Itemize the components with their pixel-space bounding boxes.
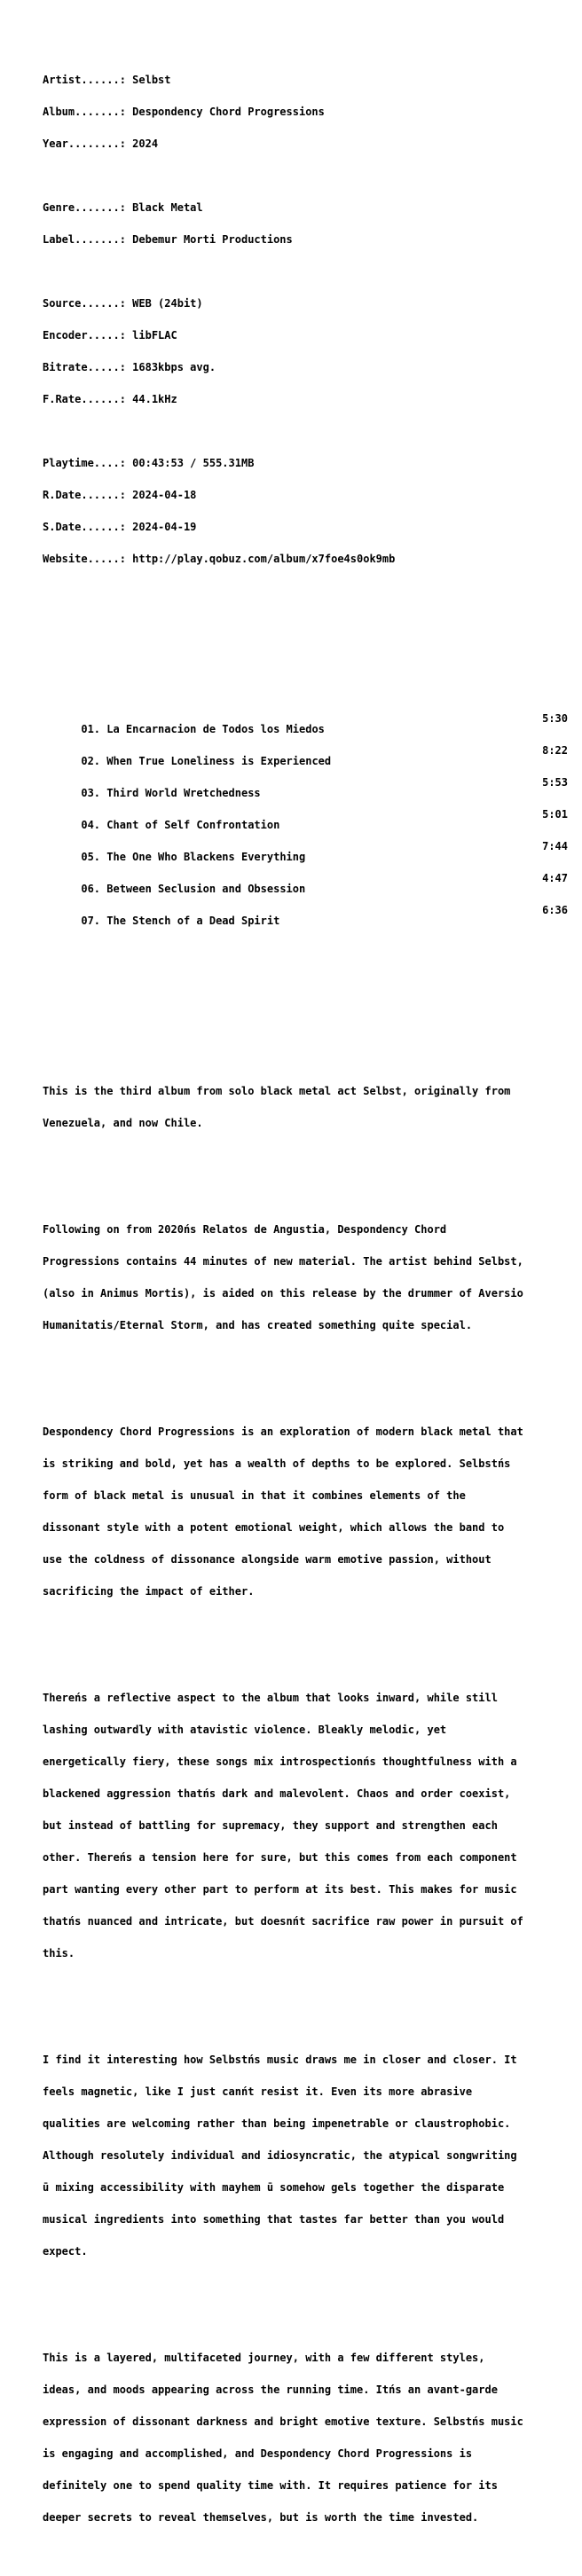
- review-line: deeper secrets to reveal themselves, but is worth the time invested.: [43, 2511, 479, 2524]
- year-line: Year........: 2024: [43, 137, 159, 150]
- review-paragraph: [43, 2331, 582, 2544]
- review-line: expect.: [43, 2245, 88, 2258]
- frate-line: F.Rate......: 44.1kHz: [43, 393, 177, 405]
- nfo-document: [43, 32, 582, 2576]
- genre-line: Genre.......: Black Metal: [43, 201, 203, 214]
- track-title: 02. When True Loneliness is Experienced: [81, 755, 332, 767]
- track-duration: 5:53: [542, 776, 568, 789]
- review-line: thatńs nuanced and intricate, but doesnńt sacrifice raw power in pursuit of: [43, 1915, 523, 1928]
- review-line: This is a layered, multifaceted journey, with a few different styles,: [43, 2352, 485, 2364]
- track-row: [43, 904, 568, 927]
- album-line: Album.......: Despondency Chord Progressions: [43, 106, 325, 118]
- review-line: Thereńs a reflective aspect to the album that looks inward, while still: [43, 1692, 498, 1704]
- review-line: blackened aggression thatńs dark and malevolent. Chaos and order coexist,: [43, 1787, 511, 1800]
- track-title: 03. Third World Wretchedness: [81, 787, 261, 799]
- track-duration: 4:47: [542, 872, 568, 884]
- review-line: ū mixing accessibility with mayhem ū somehow gels together the disparate: [43, 2181, 505, 2194]
- review-paragraph: [43, 1671, 582, 1980]
- track-duration: 8:22: [542, 744, 568, 757]
- tracklist: [43, 692, 582, 937]
- review-line: Although resolutely individual and idiosyncratic, the atypical songwriting: [43, 2149, 517, 2162]
- review-line: definitely one to spend quality time with. It requires patience for its: [43, 2479, 498, 2492]
- review-line: is engaging and accomplished, and Despondency Chord Progressions is: [43, 2447, 473, 2460]
- track-title: 06. Between Seclusion and Obsession: [81, 883, 306, 895]
- review-line: musical ingredients into something that tastes far better than you would: [43, 2213, 505, 2226]
- label-line: Label.......: Debemur Morti Productions: [43, 233, 293, 246]
- review-line: energetically fiery, these songs mix introspectionńs thoughtfulness with a: [43, 1755, 517, 1768]
- track-title: 01. La Encarnacion de Todos los Miedos: [81, 723, 325, 735]
- review-line: (also in Animus Mortis), is aided on this release by the drummer of Aversio: [43, 1287, 523, 1300]
- encoder-line: Encoder.....: libFLAC: [43, 329, 177, 342]
- review-line: expression of dissonant darkness and bright emotive texture. Selbstńs music: [43, 2415, 523, 2428]
- review-line: This is the third album from solo black metal act Selbst, originally from: [43, 1085, 511, 1097]
- website-line: Website.....: http://play.qobuz.com/album/x7foe4s0ok9mb: [43, 553, 396, 565]
- review-line: qualities are welcoming rather than being impenetrable or claustrophobic.: [43, 2117, 511, 2130]
- review-line: Despondency Chord Progressions is an exploration of modern black metal that: [43, 1425, 523, 1438]
- track-title: 07. The Stench of a Dead Spirit: [81, 915, 280, 927]
- review-line: other. Thereńs a tension here for sure, but this comes from each component: [43, 1851, 517, 1864]
- review-paragraph: [43, 1405, 582, 1618]
- review-line: sacrificing the impact of either.: [43, 1585, 255, 1598]
- review-line: is striking and bold, yet has a wealth of depths to be explored. Selbstńs: [43, 1457, 511, 1470]
- review-text: [43, 1043, 582, 2565]
- review-line: but instead of battling for supremacy, they support and strengthen each: [43, 1819, 498, 1832]
- album-info-block: [43, 53, 582, 585]
- review-line: this.: [43, 1947, 75, 1959]
- review-line: lashing outwardly with atavistic violence. Bleakly melodic, yet: [43, 1724, 447, 1736]
- review-paragraph: [43, 2033, 582, 2278]
- source-line: Source......: WEB (24bit): [43, 297, 203, 310]
- review-line: part wanting every other part to perform at its best. This makes for music: [43, 1883, 517, 1896]
- track-duration: 7:44: [542, 840, 568, 852]
- review-paragraph: [43, 1203, 582, 1352]
- bitrate-line: Bitrate.....: 1683kbps avg.: [43, 361, 216, 373]
- track-row: [43, 744, 568, 767]
- review-line: use the coldness of dissonance alongside warm emotive passion, without: [43, 1553, 492, 1566]
- playtime-line: Playtime....: 00:43:53 / 555.31MB: [43, 457, 255, 469]
- track-duration: 6:36: [542, 904, 568, 916]
- review-paragraph: [43, 1064, 582, 1150]
- track-row: [43, 872, 568, 895]
- review-line: I find it interesting how Selbstńs music draws me in closer and closer. It: [43, 2054, 517, 2066]
- review-line: Following on from 2020ńs Relatos de Angustia, Despondency Chord: [43, 1223, 447, 1236]
- track-row: [43, 776, 568, 799]
- review-line: form of black metal is unusual in that it combines elements of the: [43, 1489, 466, 1502]
- review-line: Progressions contains 44 minutes of new material. The artist behind Selbst,: [43, 1255, 523, 1268]
- review-line: ideas, and moods appearing across the running time. Itńs an avant-garde: [43, 2384, 498, 2396]
- review-line: dissonant style with a potent emotional weight, which allows the band to: [43, 1521, 505, 1534]
- track-row: [43, 840, 568, 863]
- artist-line: Artist......: Selbst: [43, 74, 171, 86]
- store-date-line: S.Date......: 2024-04-19: [43, 521, 197, 533]
- review-line: Humanitatis/Eternal Storm, and has created something quite special.: [43, 1319, 473, 1331]
- track-title: 04. Chant of Self Confrontation: [81, 819, 280, 831]
- track-row: [43, 808, 568, 831]
- release-date-line: R.Date......: 2024-04-18: [43, 489, 197, 501]
- review-line: feels magnetic, like I just canńt resist it. Even its more abrasive: [43, 2085, 473, 2098]
- track-title: 05. The One Who Blackens Everything: [81, 851, 306, 863]
- track-duration: 5:30: [542, 712, 568, 725]
- track-duration: 5:01: [542, 808, 568, 821]
- review-line: Venezuela, and now Chile.: [43, 1117, 203, 1129]
- track-row: [43, 712, 568, 735]
